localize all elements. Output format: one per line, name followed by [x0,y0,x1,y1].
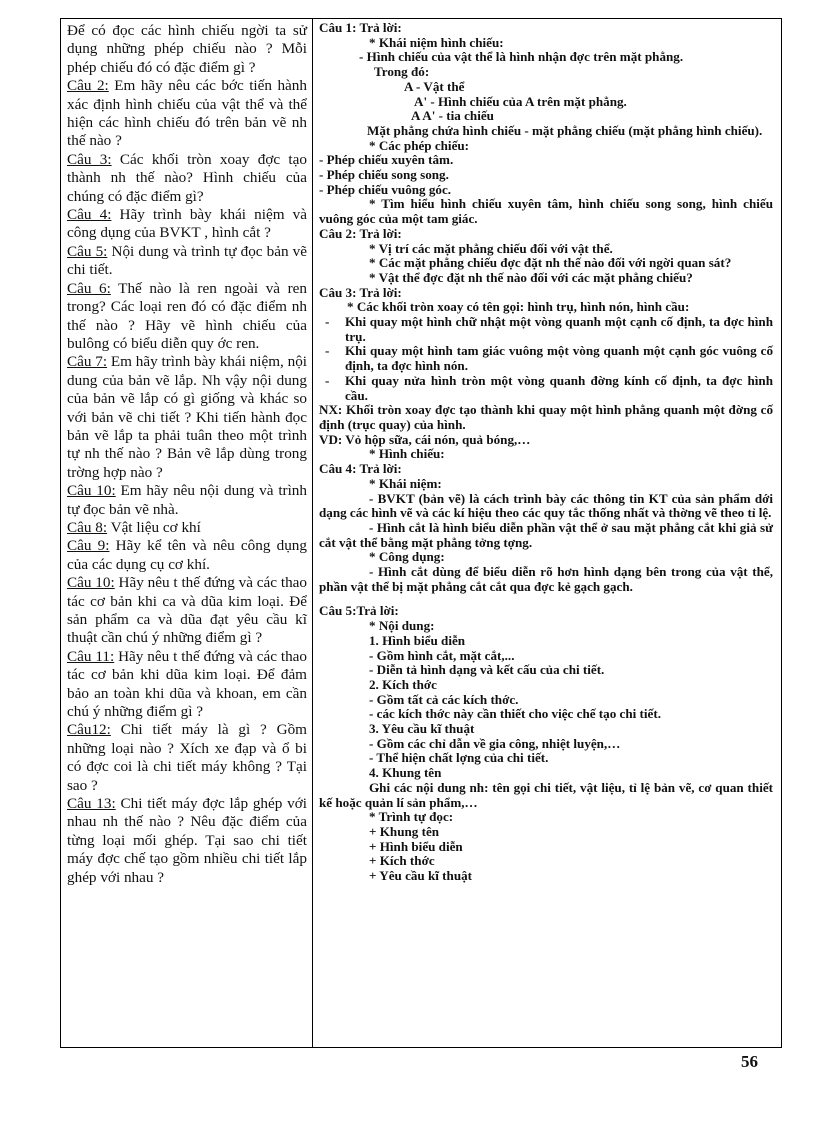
answer-bullet: - Ghi các nội dung nh: tên gọi chi tiết, vật liệu, tỉ lệ bản vẽ, cơ quan thiết kế hoặc quản lí sản phẩm,… [319,781,773,810]
two-column-table [60,18,782,1048]
question-label: Câu 13: [67,795,116,813]
answer-line: - Hình cắt dùng để biểu diễn rõ hơn hình dạng bên trong của vật thể, phần vật thể bị mặt phẳng cắt cắt qua đợc kẻ gạch gạch. [319,564,773,594]
question-2 [67,77,307,151]
answer-line: A A' - tia chiếu [411,108,494,124]
answer-line: * Các mặt phẳng chiếu đợc đặt nh thế nào đối với ngời quan sát? [369,255,732,271]
answer-line: - các kích thớc này cần thiết cho việc chế tạo chi tiết. [369,706,661,722]
answer-line: - Phép chiếu vuông góc. [319,181,452,197]
question-label: Câu 11: [67,647,115,665]
question-text: Nội dung và trình tự đọc bản vẽ chi tiết. [67,242,308,279]
answer-bullet: - Khi quay nửa hình tròn một vòng quanh đờng kính cố định, ta đợc hình cầu. [319,374,773,403]
question-7 [67,353,307,482]
answer-line: - Phép chiếu song song. [319,167,449,183]
question-label: Câu 9: [67,537,110,555]
answer-4-heading: Câu 4: Trả lời: [319,461,402,477]
question-text: Thế nào là ren ngoài và ren trong? Các loại ren đó có đặc điểm nh thế nào ? Hãy vẽ hình chiếu của bulông có biểu diễn quy ớc ren. [67,279,307,352]
answer-line: + Khung tên [369,823,440,839]
question-label: Câu 2: [67,77,109,95]
question-3 [67,151,307,206]
questions-column [61,19,313,1047]
answer-bullet: - Khi quay một hình tam giác vuông một vòng quanh một cạnh góc vuông cố định, ta đợc hình nón. [319,344,773,373]
question-5 [67,243,307,280]
question-text: Em hãy nêu nội dung và trình tự đọc bản vẽ nhà. [67,482,307,518]
question-label: Câu 10: [67,482,116,500]
answers-column [313,19,781,1047]
answer-line: * Tìm hiểu hình chiếu xuyên tâm, hình chiếu song song, hình chiếu vuông góc của một tam giác. [319,196,773,227]
answer-line: - Hình chiếu của vật thể là hình nhận đợc trên mặt phẳng. [359,49,684,65]
question-text: Hãy nêu t thế đứng và các thao tác cơ bản khi ca và dũa kim loại. Để sản phẩm ca và dũa đạt yêu cầu kĩ thuật cần chú ý những điểm gì ? [67,574,307,647]
question-label: Câu 3: [67,150,112,168]
answer-5-heading: Câu 5:Trả lời: [319,603,399,619]
question-6 [67,280,307,354]
question-text: Chi tiết máy là gì ? Gồm những loại nào ? Xích xe đạp và ổ bi có đợc coi là chi tiết máy không ? Tại sao ? [67,721,307,794]
answer-line: * Trình tự đọc: [369,809,454,825]
answer-line: - Gồm hình cắt, mặt cắt,... [369,647,515,663]
answer-line: 4. Khung tên [369,765,442,781]
answer-line: 1. Hình biểu diễn [369,632,466,648]
answer-line: - Gồm tất cả các kích thớc. [369,691,519,707]
answer-line: NX: Khối tròn xoay đợc tạo thành khi quay một hình phẳng quanh một đờng cố định (trục quay) của hình. [319,402,773,432]
answer-line: 3. Yêu cầu kĩ thuật [369,721,475,737]
answer-line: - Diễn tả hình dạng và kết cấu của chi tiết. [369,662,605,678]
answer-line: + Hình biểu diễn [369,838,463,854]
answer-line: Mặt phẳng chứa hình chiếu - mặt phẳng chiếu (mặt phẳng hình chiếu). [367,122,763,138]
answer-line: * Khái niệm: [369,475,442,491]
question-text: Chi tiết máy đợc lắp ghép với nhau nh thế nào ? Nêu đặc điểm của từng loại mối ghép. Tại sao chi tiết máy đợc chế tạo gồm nhiều chi tiết lắp ghép với nhau ? [67,795,308,886]
answer-line: * Nội dung: [369,618,435,634]
question-label: Câu 5: [67,242,108,260]
question-text: Em hãy nêu các bớc tiến hành xác định hình chiếu của vật thể và thể hiện các hình chiếu đó trên bản vẽ nh thế nào ? [67,77,307,150]
answer-line: - Gồm các chỉ dẫn về gia công, nhiệt luyện,… [369,735,621,751]
answer-line: + Yêu cầu kĩ thuật [369,868,473,884]
question-label: Câu 6: [67,279,111,297]
answer-line: * Các khối tròn xoay có tên gọi: hình trụ, hình nón, hình cầu: [347,299,690,315]
question-9 [67,537,307,574]
question-text: Vật liệu cơ khí [107,518,201,536]
answer-line: * Hình chiếu: [369,446,445,462]
question-10b [67,574,307,648]
answer-line: Trong đó: [374,64,430,80]
answer-line: - Thể hiện chất lợng của chi tiết. [369,750,549,766]
question-label: Câu 8: [67,518,108,536]
answer-line: - Phép chiếu xuyên tâm. [319,152,454,168]
page-number: 56 [741,1052,758,1071]
answer-bullet: - Khi quay một hình chữ nhật một vòng quanh một cạnh cố định, ta đợc hình trụ. [319,315,773,344]
question-13 [67,795,307,887]
answer-line: 2. Kích thớc [369,676,437,692]
question-label: Câu 7: [67,353,108,371]
question-label: Câu 4: [67,206,112,224]
answer-line: VD: Vỏ hộp sữa, cái nón, quả bóng,… [319,431,531,447]
question-4 [67,206,307,243]
question-1: Để có đọc các hình chiếu ngời ta sử dụng những phép chiếu nào ? Mỗi phép chiếu đó có đặc điểm gì ? [67,22,307,76]
answer-line: A - Vật thể [404,78,465,94]
answer-line: * Các phép chiếu: [369,137,470,153]
question-text: Em hãy trình bày khái niệm, nội dung của bản vẽ lắp. Nh vậy nội dung của bản vẽ lắp có gì giống và khác so với bản vẽ chi tiết ? Khi tiến hành đọc bản vẽ lắp ta phải tuân theo một trình tự nh thế nào ? Bản vẽ lắp dùng trong trờng hợp nào ? [67,353,308,481]
answer-line: * Vật thể đợc đặt nh thế nào đối với các mặt phẳng chiếu? [369,269,693,285]
answer-2-heading: Câu 2: Trả lời: [319,225,402,241]
answer-line: * Khái niệm hình chiếu: [369,34,504,50]
question-8 [67,519,307,537]
question-text: Hãy kể tên và nêu công dụng của các dụng cụ cơ khí. [67,537,307,573]
question-12 [67,721,307,795]
question-text: Các khối tròn xoay đợc tạo thành nh thế nào? Hình chiếu của chúng có đặc điểm gì? [67,150,307,205]
question-text: Hãy trình bày khái niệm và công dụng của BVKT , hình cắt ? [67,206,308,242]
answer-line: * Công dụng: [369,549,445,565]
answer-1-heading: Câu 1: Trả lời: [319,20,402,35]
question-label: Câu12: [67,721,111,739]
answer-line: - BVKT (bản vẽ) là cách trình bày các thông tin KT của sản phẩm dới dạng các hình vẽ và các kí hiệu theo các quy tắc thống nhất và thờng vẽ theo tỉ lệ. [319,490,773,521]
answer-line: A' - Hình chiếu của A trên mặt phẳng. [414,93,627,109]
question-text: Hãy nêu t thế đứng và các thao tác cơ bản khi dũa kim loại. Để đảm bảo an toàn khi dũa và khoan, em cần chú ý những điểm gì ? [67,647,307,721]
question-10a [67,482,307,519]
answer-line: * Vị trí các mặt phẳng chiếu đối với vật thể. [369,240,613,256]
answer-line: - Hình cắt là hình biểu diễn phần vật thể ở sau mặt phẳng cắt khi giả sử cắt vật thể bằng mặt phẳng tởng tợng. [319,519,773,550]
answer-line: + Kích thớc [369,853,435,869]
question-11 [67,648,307,722]
question-label: Câu 10: [67,574,115,592]
answer-3-heading: Câu 3: Trả lời: [319,284,402,300]
